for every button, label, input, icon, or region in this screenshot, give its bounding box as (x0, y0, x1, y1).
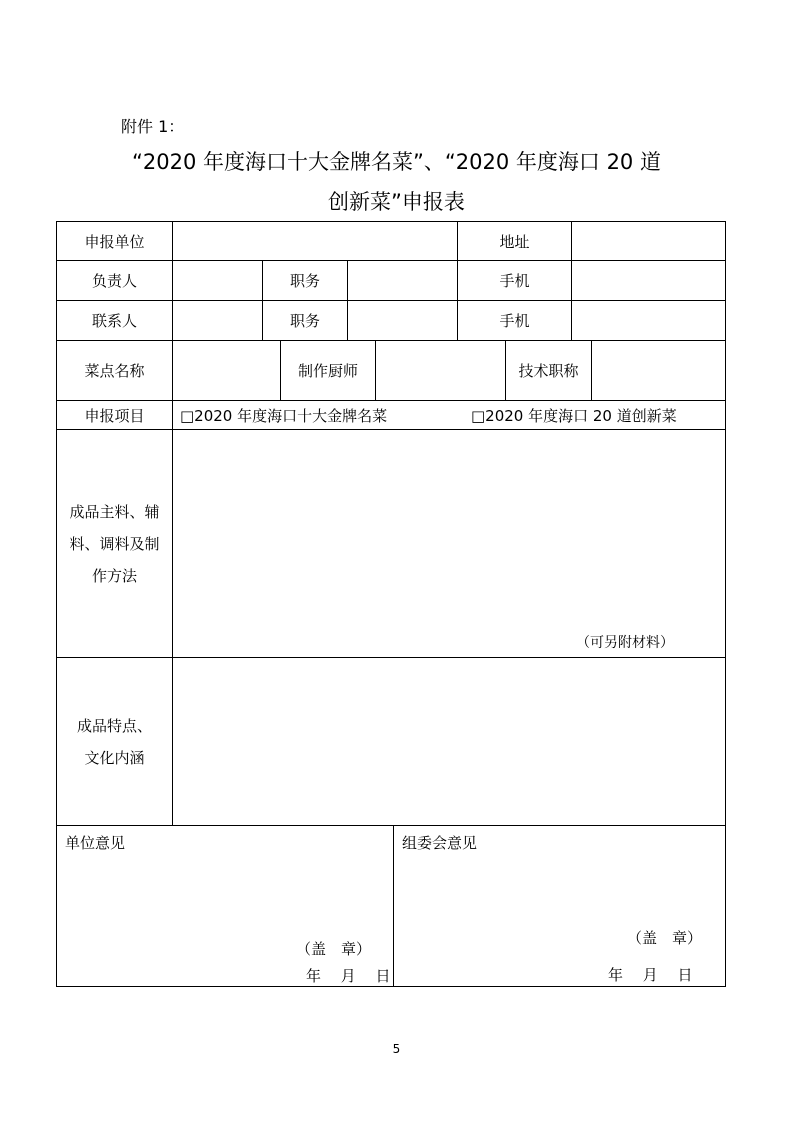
table-border-right (725, 221, 726, 987)
committee-date: 年 月 日 (608, 966, 693, 984)
position-label: 职务 (289, 272, 320, 290)
contact-person-label: 联系人 (91, 312, 137, 330)
position-label: 职务 (289, 312, 320, 330)
label-line: 作方法 (91, 566, 137, 585)
unit-date: 年 月 日 (306, 967, 391, 985)
committee-opinion-label: 组委会意见 (402, 834, 478, 852)
attachment-label: 附件 1： (121, 117, 185, 136)
attach-materials-note: （可另附材料） (576, 635, 674, 651)
ingredients-method-field[interactable] (173, 430, 725, 657)
address-label: 地址 (499, 232, 530, 251)
mobile-label: 手机 (499, 272, 530, 290)
label-line: 成品主料、辅 (69, 502, 160, 521)
label-line: 成品特点、 (76, 716, 152, 735)
features-culture-field[interactable] (173, 658, 725, 825)
mobile-field[interactable] (572, 261, 725, 300)
form-title-line1: “2020 年度海口十大金牌名菜”、“2020 年度海口 20 道 (132, 150, 661, 174)
features-culture-label (57, 658, 172, 825)
technical-title-label: 技术职称 (518, 362, 579, 380)
person-in-charge-label: 负责人 (91, 272, 137, 290)
form-title-line2: 创新菜”申报表 (328, 190, 465, 214)
dish-name-field[interactable] (173, 341, 280, 400)
committee-seal: （盖 章） (627, 929, 703, 947)
person-in-charge-field[interactable] (173, 261, 262, 300)
label-line: 料、调料及制 (69, 534, 160, 553)
unit-opinion-label: 单位意见 (65, 834, 126, 852)
mobile-label: 手机 (499, 312, 530, 330)
unit-seal: （盖 章） (296, 940, 372, 958)
position-field[interactable] (348, 261, 457, 300)
page-number: 5 (392, 1042, 401, 1056)
contact-person-field[interactable] (173, 301, 262, 340)
chef-label: 制作厨师 (297, 362, 358, 380)
row-divider (56, 825, 726, 826)
technical-title-field[interactable] (592, 341, 725, 400)
project-label: 申报项目 (84, 406, 145, 425)
table-border-bottom (56, 986, 726, 987)
option-gold-dish-checkbox[interactable]: □2020 年度海口十大金牌名菜 (180, 407, 388, 425)
option-innovative-dish-checkbox[interactable]: □2020 年度海口 20 道创新菜 (471, 407, 677, 425)
unit-field[interactable] (173, 222, 457, 260)
chef-field[interactable] (376, 341, 505, 400)
address-field[interactable] (572, 222, 725, 260)
unit-label: 申报单位 (84, 232, 145, 251)
position-field[interactable] (348, 301, 457, 340)
column-divider (393, 825, 394, 986)
mobile-field[interactable] (572, 301, 725, 340)
label-line: 文化内涵 (84, 748, 145, 767)
dish-name-label: 菜点名称 (84, 362, 145, 380)
ingredients-method-label (57, 430, 172, 657)
